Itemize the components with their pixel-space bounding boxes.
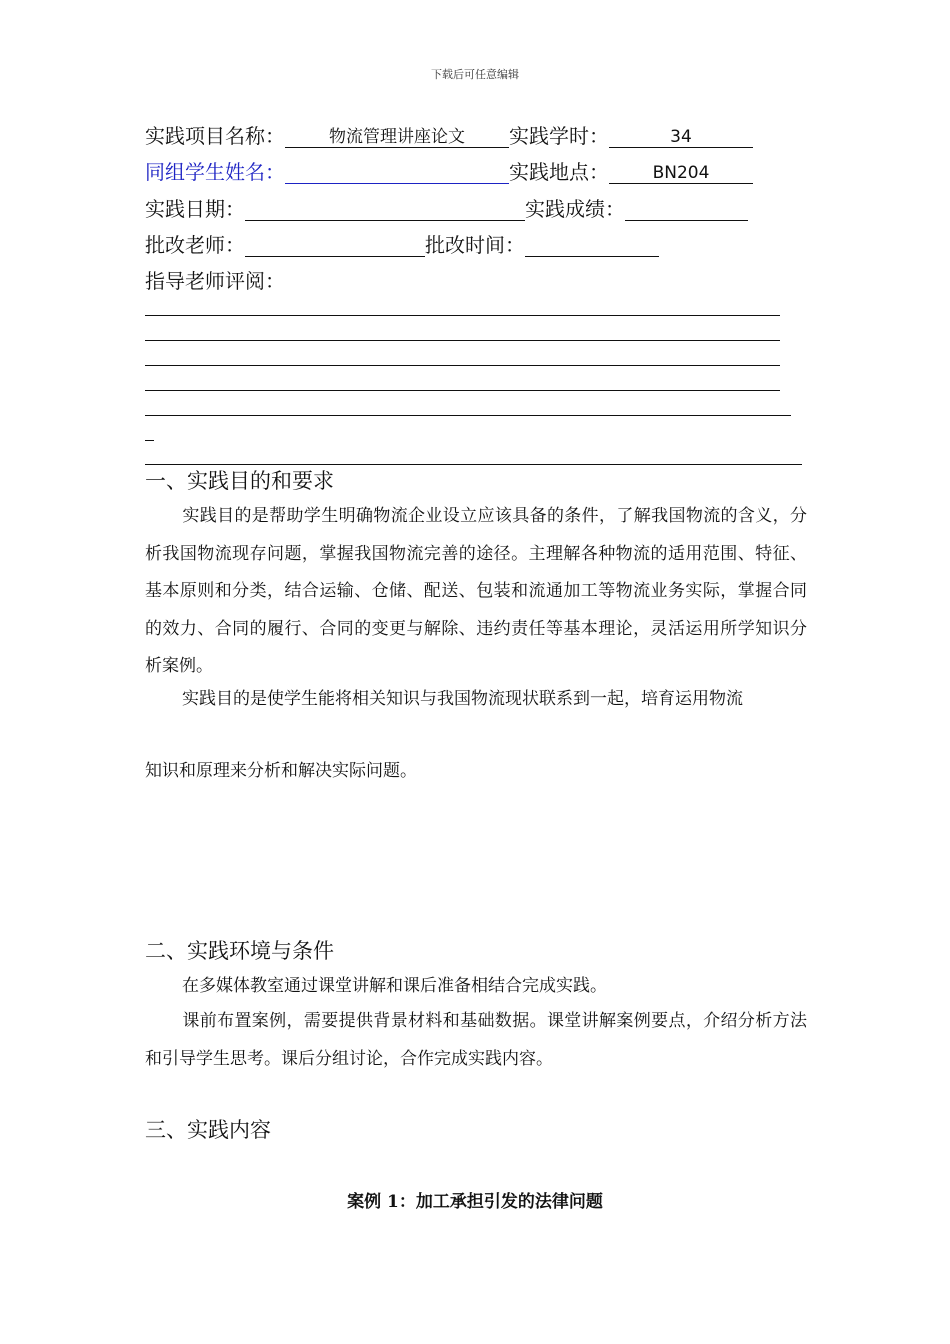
teacher-label: 批改老师：	[145, 233, 245, 257]
time-field[interactable]	[525, 235, 659, 257]
date-field[interactable]	[245, 199, 525, 221]
section-1-paragraph-2	[145, 681, 807, 719]
section-2-paragraph-2-text: 课前布置案例，需要提供背景材料和基础数据。课堂讲解案例要点，介绍分析方法和引导学生思考。课后分组讨论，合作完成实践内容。	[145, 1011, 807, 1069]
hours-label: 实践学时：	[509, 124, 609, 148]
form-row-date	[145, 197, 748, 221]
review-line[interactable]	[145, 390, 780, 391]
review-line[interactable]	[145, 340, 780, 341]
section-3-title: 三、实践内容	[145, 1118, 271, 1142]
score-label: 实践成绩：	[525, 197, 625, 221]
project-field[interactable]: 物流管理讲座论文	[285, 126, 509, 148]
review-line[interactable]	[145, 365, 780, 366]
section-2-paragraph-2	[145, 1003, 807, 1078]
score-field[interactable]	[625, 199, 748, 221]
project-label: 实践项目名称：	[145, 124, 285, 148]
group-field[interactable]	[285, 162, 509, 184]
review-line[interactable]	[145, 315, 780, 316]
review-line-tail	[145, 440, 154, 441]
case-1-title: 案例 1：加工承担引发的法律问题	[347, 1192, 603, 1212]
form-row-project	[145, 124, 753, 148]
section-2-paragraph-1-text: 在多媒体教室通过课堂讲解和课后准备相结合完成实践。	[182, 976, 607, 996]
form-row-group	[145, 160, 753, 184]
section-1-paragraph-2b: 知识和原理来分析和解决实际问题。	[145, 761, 417, 781]
section-2-title: 二、实践环境与条件	[145, 939, 334, 963]
section-1-paragraph-2a-text: 实践目的是使学生能将相关知识与我国物流现状联系到一起，培育运用物流	[182, 689, 743, 709]
teacher-field[interactable]	[245, 235, 425, 257]
section-divider	[145, 464, 802, 465]
section-2-paragraph-1	[145, 968, 807, 1006]
section-1-paragraph-1-text: 实践目的是帮助学生明确物流企业设立应该具备的条件，了解我国物流的含义，分析我国物流现存问题，掌握我国物流完善的途径。主理解各种物流的适用范围、特征、基本原则和分类，结合运输、仓储、配送、包装和流通加工等物流业务实际，掌握合同的效力、合同的履行、合同的变更与解除、违约责任等基本理论，灵活运用所学知识分析案例。	[145, 506, 807, 676]
section-1-title: 一、实践目的和要求	[145, 469, 334, 493]
group-label: 同组学生姓名：	[145, 160, 285, 184]
header-note: 下载后可任意编辑	[431, 68, 519, 81]
hours-field[interactable]: 34	[609, 126, 753, 148]
date-label: 实践日期：	[145, 197, 245, 221]
location-label: 实践地点：	[509, 160, 609, 184]
time-label: 批改时间：	[425, 233, 525, 257]
review-line[interactable]	[145, 415, 791, 416]
location-field[interactable]: BN204	[609, 162, 753, 184]
form-row-teacher	[145, 233, 659, 257]
form-row-review	[145, 269, 285, 293]
section-1-paragraph-1	[145, 498, 807, 686]
review-label: 指导老师评阅：	[145, 269, 285, 293]
